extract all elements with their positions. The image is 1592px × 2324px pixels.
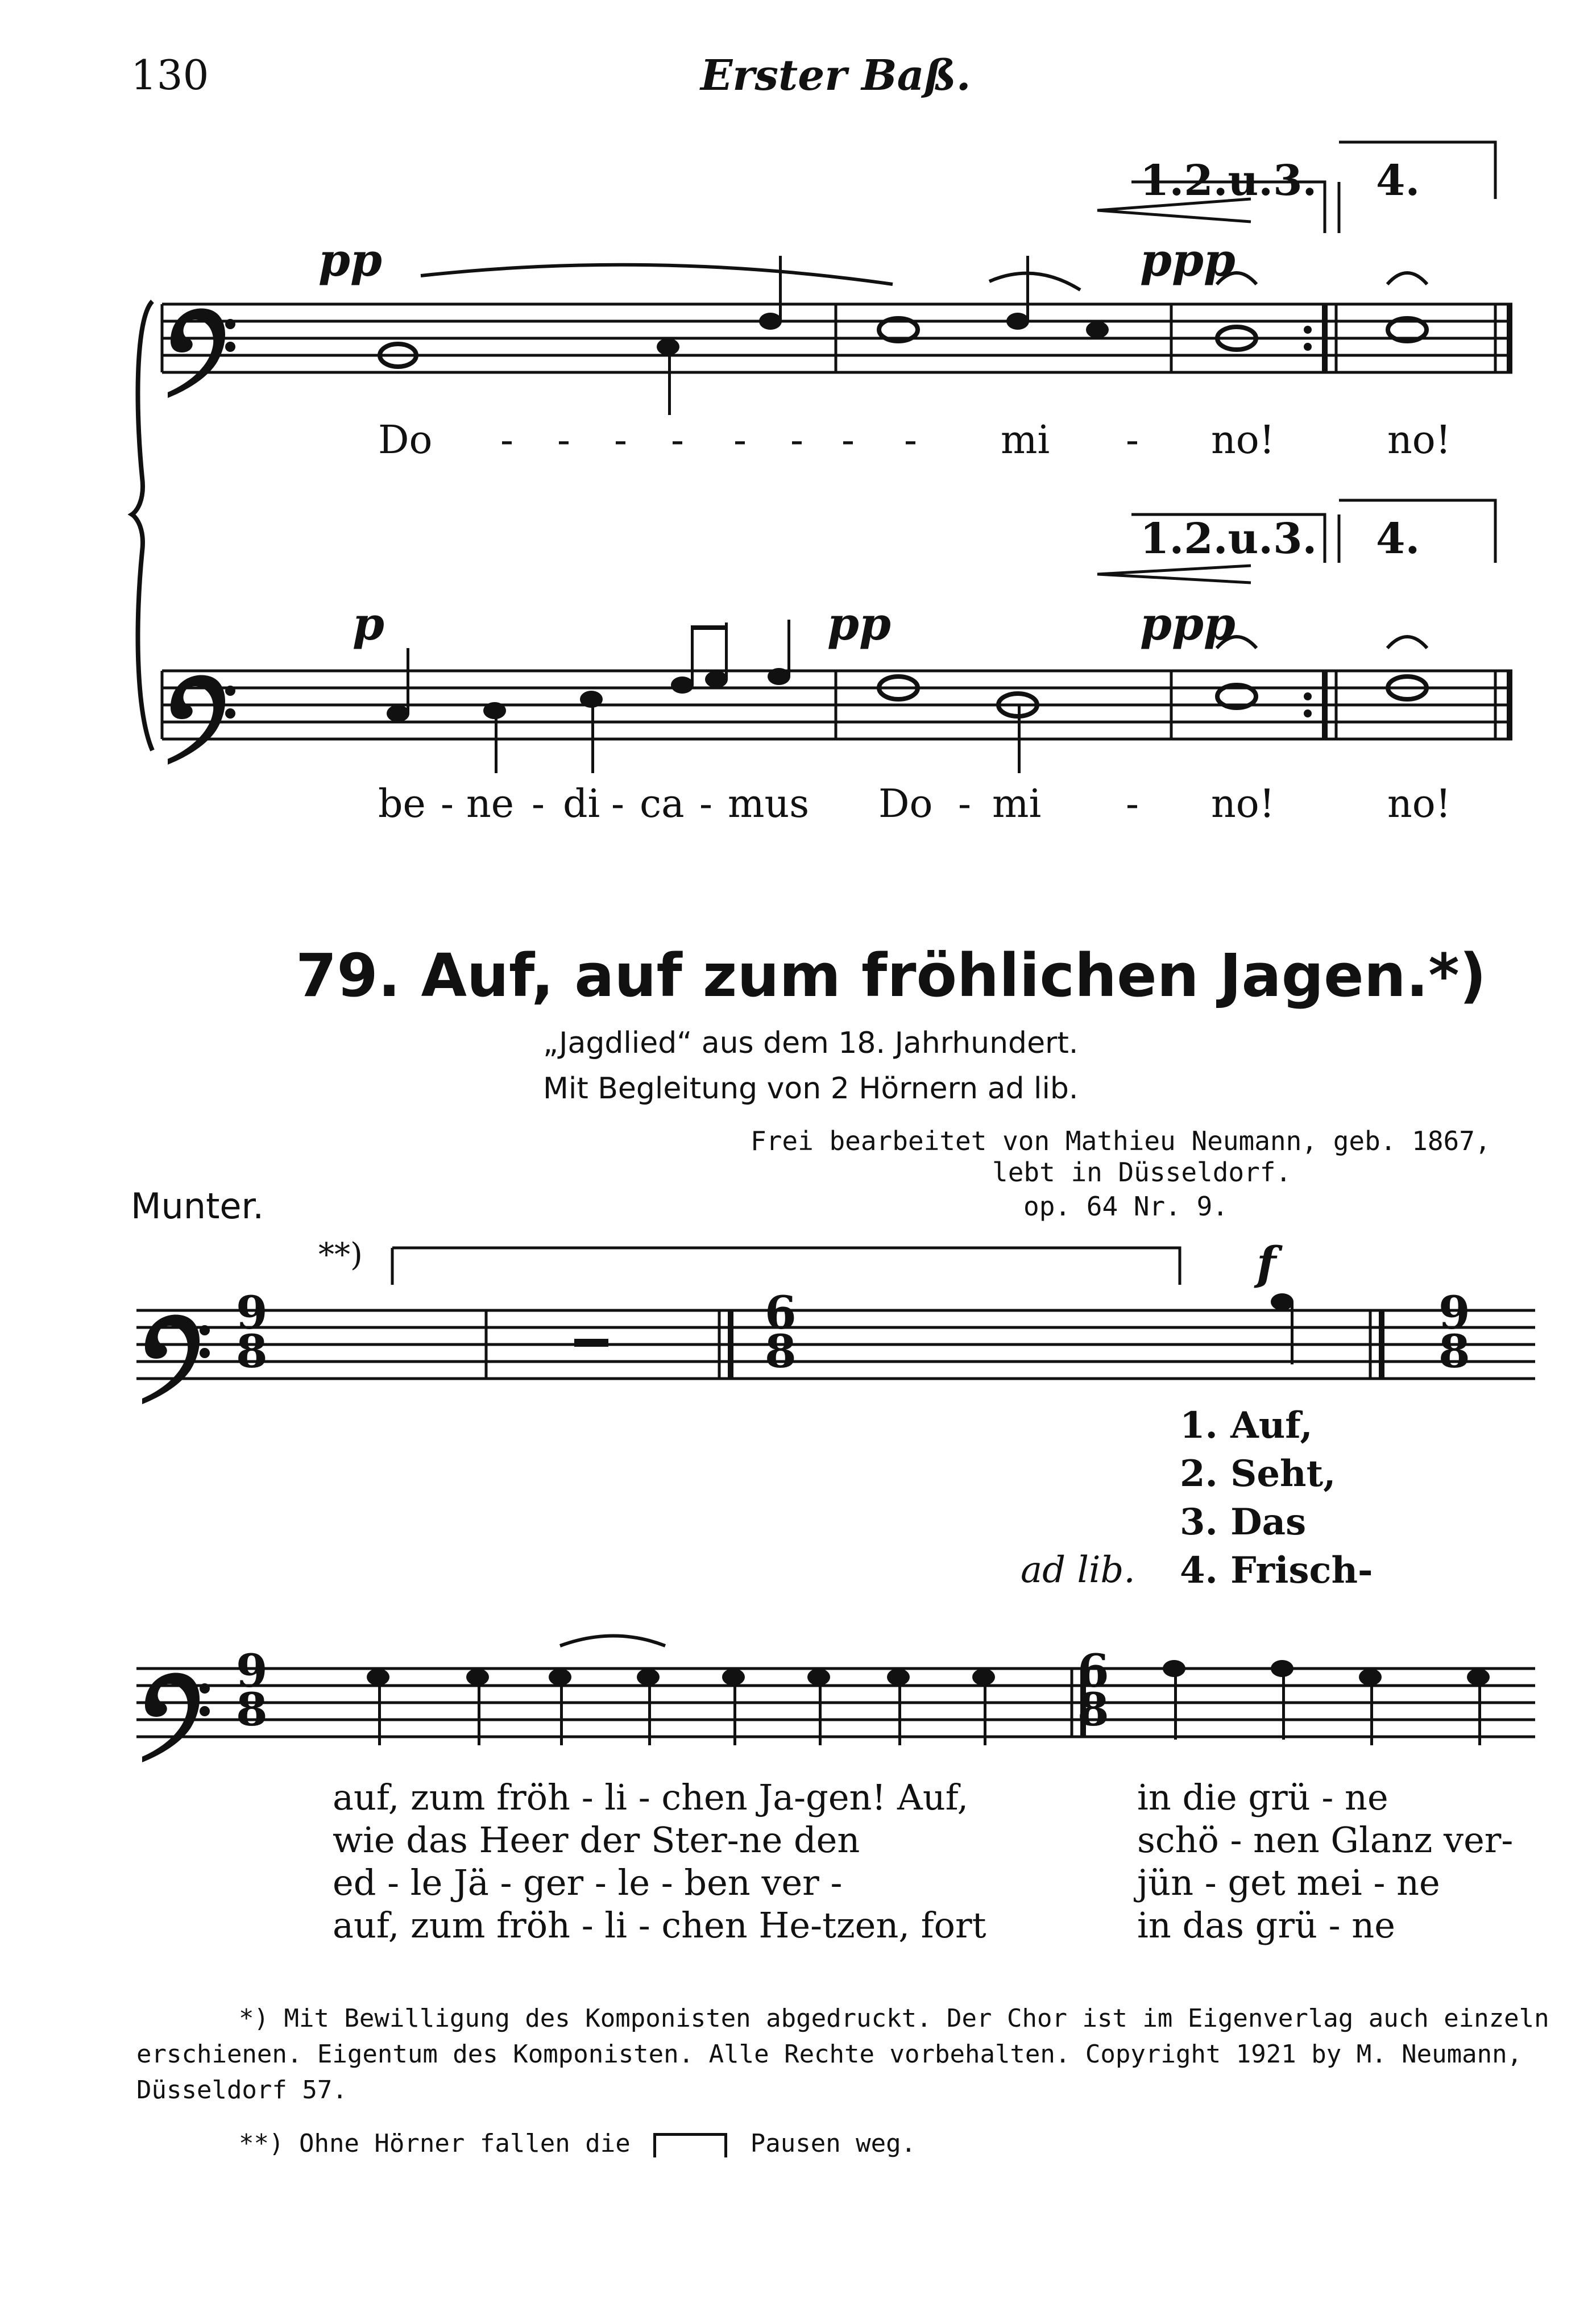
dynamic-pp: pp bbox=[318, 233, 382, 287]
arranger-credit: Frei bearbeitet von Mathieu Neumann, geb. 1867, bbox=[751, 1126, 1491, 1156]
page-number: 130 bbox=[131, 51, 209, 99]
lyric-syllable: Do bbox=[378, 418, 433, 463]
running-head: Erster Baß. bbox=[700, 51, 971, 100]
time-signature: 6 8 bbox=[765, 1286, 797, 1378]
lyric-syllable: ca bbox=[640, 782, 685, 827]
lyric-syllable: mus bbox=[728, 782, 810, 827]
pickup-verse-2: 2. Seht, bbox=[1180, 1453, 1336, 1495]
lyric-syllable: no! bbox=[1211, 782, 1275, 827]
lyric-hyphen: - bbox=[1126, 418, 1139, 463]
lyric-hyphen: - bbox=[790, 418, 803, 463]
dynamic-pp: pp bbox=[827, 597, 891, 650]
footnote-1-end: Düsseldorf 57. bbox=[136, 2076, 347, 2105]
lyric-hyphen: - bbox=[733, 418, 747, 463]
time-signature: 9 8 bbox=[236, 1286, 268, 1378]
horn-bracket bbox=[392, 1248, 1180, 1285]
lyric-syllable: mi bbox=[992, 782, 1042, 827]
lyric-syllable: ne bbox=[466, 782, 515, 827]
ad-lib-marking: ad lib. bbox=[1021, 1549, 1135, 1591]
verse-line-1-cont: in die grü - ne bbox=[1137, 1777, 1388, 1818]
volta-label-2: 4. bbox=[1376, 156, 1420, 205]
footnote-1-cont: erschienen. Eigentum des Komponisten. Alle Rechte vorbehalten. Copyright 1921 by M. Neumann, bbox=[136, 2040, 1523, 2069]
lyric-hyphen: - bbox=[904, 418, 917, 463]
lyric-syllable: no! bbox=[1387, 782, 1452, 827]
lyric-hyphen: - bbox=[557, 418, 570, 463]
lyric-hyphen: - bbox=[611, 782, 624, 827]
footnote-1: *) Mit Bewilligung des Komponisten abgedruckt. Der Chor ist im Eigenverlag auch einzeln bbox=[239, 2004, 1549, 2033]
lyric-hyphen: - bbox=[500, 418, 513, 463]
dynamic-ppp: ppp bbox=[1140, 597, 1236, 650]
pickup-verse-1: 1. Auf, bbox=[1180, 1404, 1313, 1447]
decrescendo-2 bbox=[1097, 566, 1251, 583]
lyric-hyphen: - bbox=[441, 782, 454, 827]
volta-label-1b: 1.2.u.3. bbox=[1140, 514, 1317, 563]
dynamic-f: f bbox=[1257, 1236, 1276, 1290]
staff-3-lines bbox=[136, 1310, 1535, 1379]
pickup-verse-4: 4. Frisch- bbox=[1180, 1549, 1373, 1592]
lyric-syllable: be bbox=[378, 782, 426, 827]
dynamic-p: p bbox=[353, 597, 384, 650]
song-subtitle-accompaniment: Mit Begleitung von 2 Hörnern ad lib. bbox=[543, 1072, 1079, 1106]
lyric-hyphen: - bbox=[958, 782, 971, 827]
song-subtitle: „Jagdlied“ aus dem 18. Jahrhundert. bbox=[543, 1026, 1079, 1060]
lyric-hyphen: - bbox=[614, 418, 627, 463]
volta-label-1: 1.2.u.3. bbox=[1140, 156, 1317, 205]
lyric-hyphen: - bbox=[671, 418, 684, 463]
lyric-hyphen: - bbox=[841, 418, 855, 463]
lyric-syllable: mi bbox=[1001, 418, 1050, 463]
bracket-symbol bbox=[653, 2133, 727, 2157]
lyric-hyphen: - bbox=[1126, 782, 1139, 827]
pickup-verse-3: 3. Das bbox=[1180, 1501, 1307, 1543]
time-signature: 9 8 bbox=[236, 1644, 268, 1736]
tempo-marking: Munter. bbox=[131, 1185, 264, 1227]
verse-line-2: wie das Heer der Ster-ne den bbox=[333, 1819, 860, 1861]
lyric-hyphen: - bbox=[532, 782, 545, 827]
verse-line-3-cont: jün - get mei - ne bbox=[1137, 1862, 1440, 1903]
lyric-hyphen: - bbox=[699, 782, 712, 827]
lyric-syllable: no! bbox=[1387, 418, 1452, 463]
footnote-2: **) Ohne Hörner fallen die Pausen weg. bbox=[239, 2129, 917, 2158]
verse-line-4: auf, zum fröh - li - chen He-tzen, fort bbox=[333, 1904, 986, 1946]
verse-line-1: auf, zum fröh - li - chen Ja-gen! Auf, bbox=[333, 1777, 969, 1818]
time-signature: 9 8 bbox=[1438, 1286, 1470, 1378]
horn-footnote-mark: **) bbox=[318, 1236, 363, 1273]
volta-label-2b: 4. bbox=[1376, 514, 1420, 563]
time-signature: 6 8 bbox=[1077, 1644, 1109, 1736]
system-brace bbox=[132, 301, 152, 750]
verse-line-2-cont: schö - nen Glanz ver- bbox=[1137, 1819, 1514, 1861]
verse-line-3: ed - le Jä - ger - le - ben ver - bbox=[333, 1862, 843, 1903]
verse-line-4-cont: in das grü - ne bbox=[1137, 1904, 1395, 1946]
lyric-syllable: Do bbox=[878, 782, 933, 827]
dynamic-ppp: ppp bbox=[1140, 233, 1236, 287]
opus-number: op. 64 Nr. 9. bbox=[1023, 1191, 1229, 1222]
lyric-syllable: di bbox=[563, 782, 600, 827]
song-title: 79. Auf, auf zum fröhlichen Jagen.*) bbox=[296, 941, 1487, 1010]
lyric-syllable: no! bbox=[1211, 418, 1275, 463]
arranger-residence: lebt in Düsseldorf. bbox=[992, 1157, 1292, 1188]
staff-4-lines bbox=[136, 1669, 1535, 1737]
